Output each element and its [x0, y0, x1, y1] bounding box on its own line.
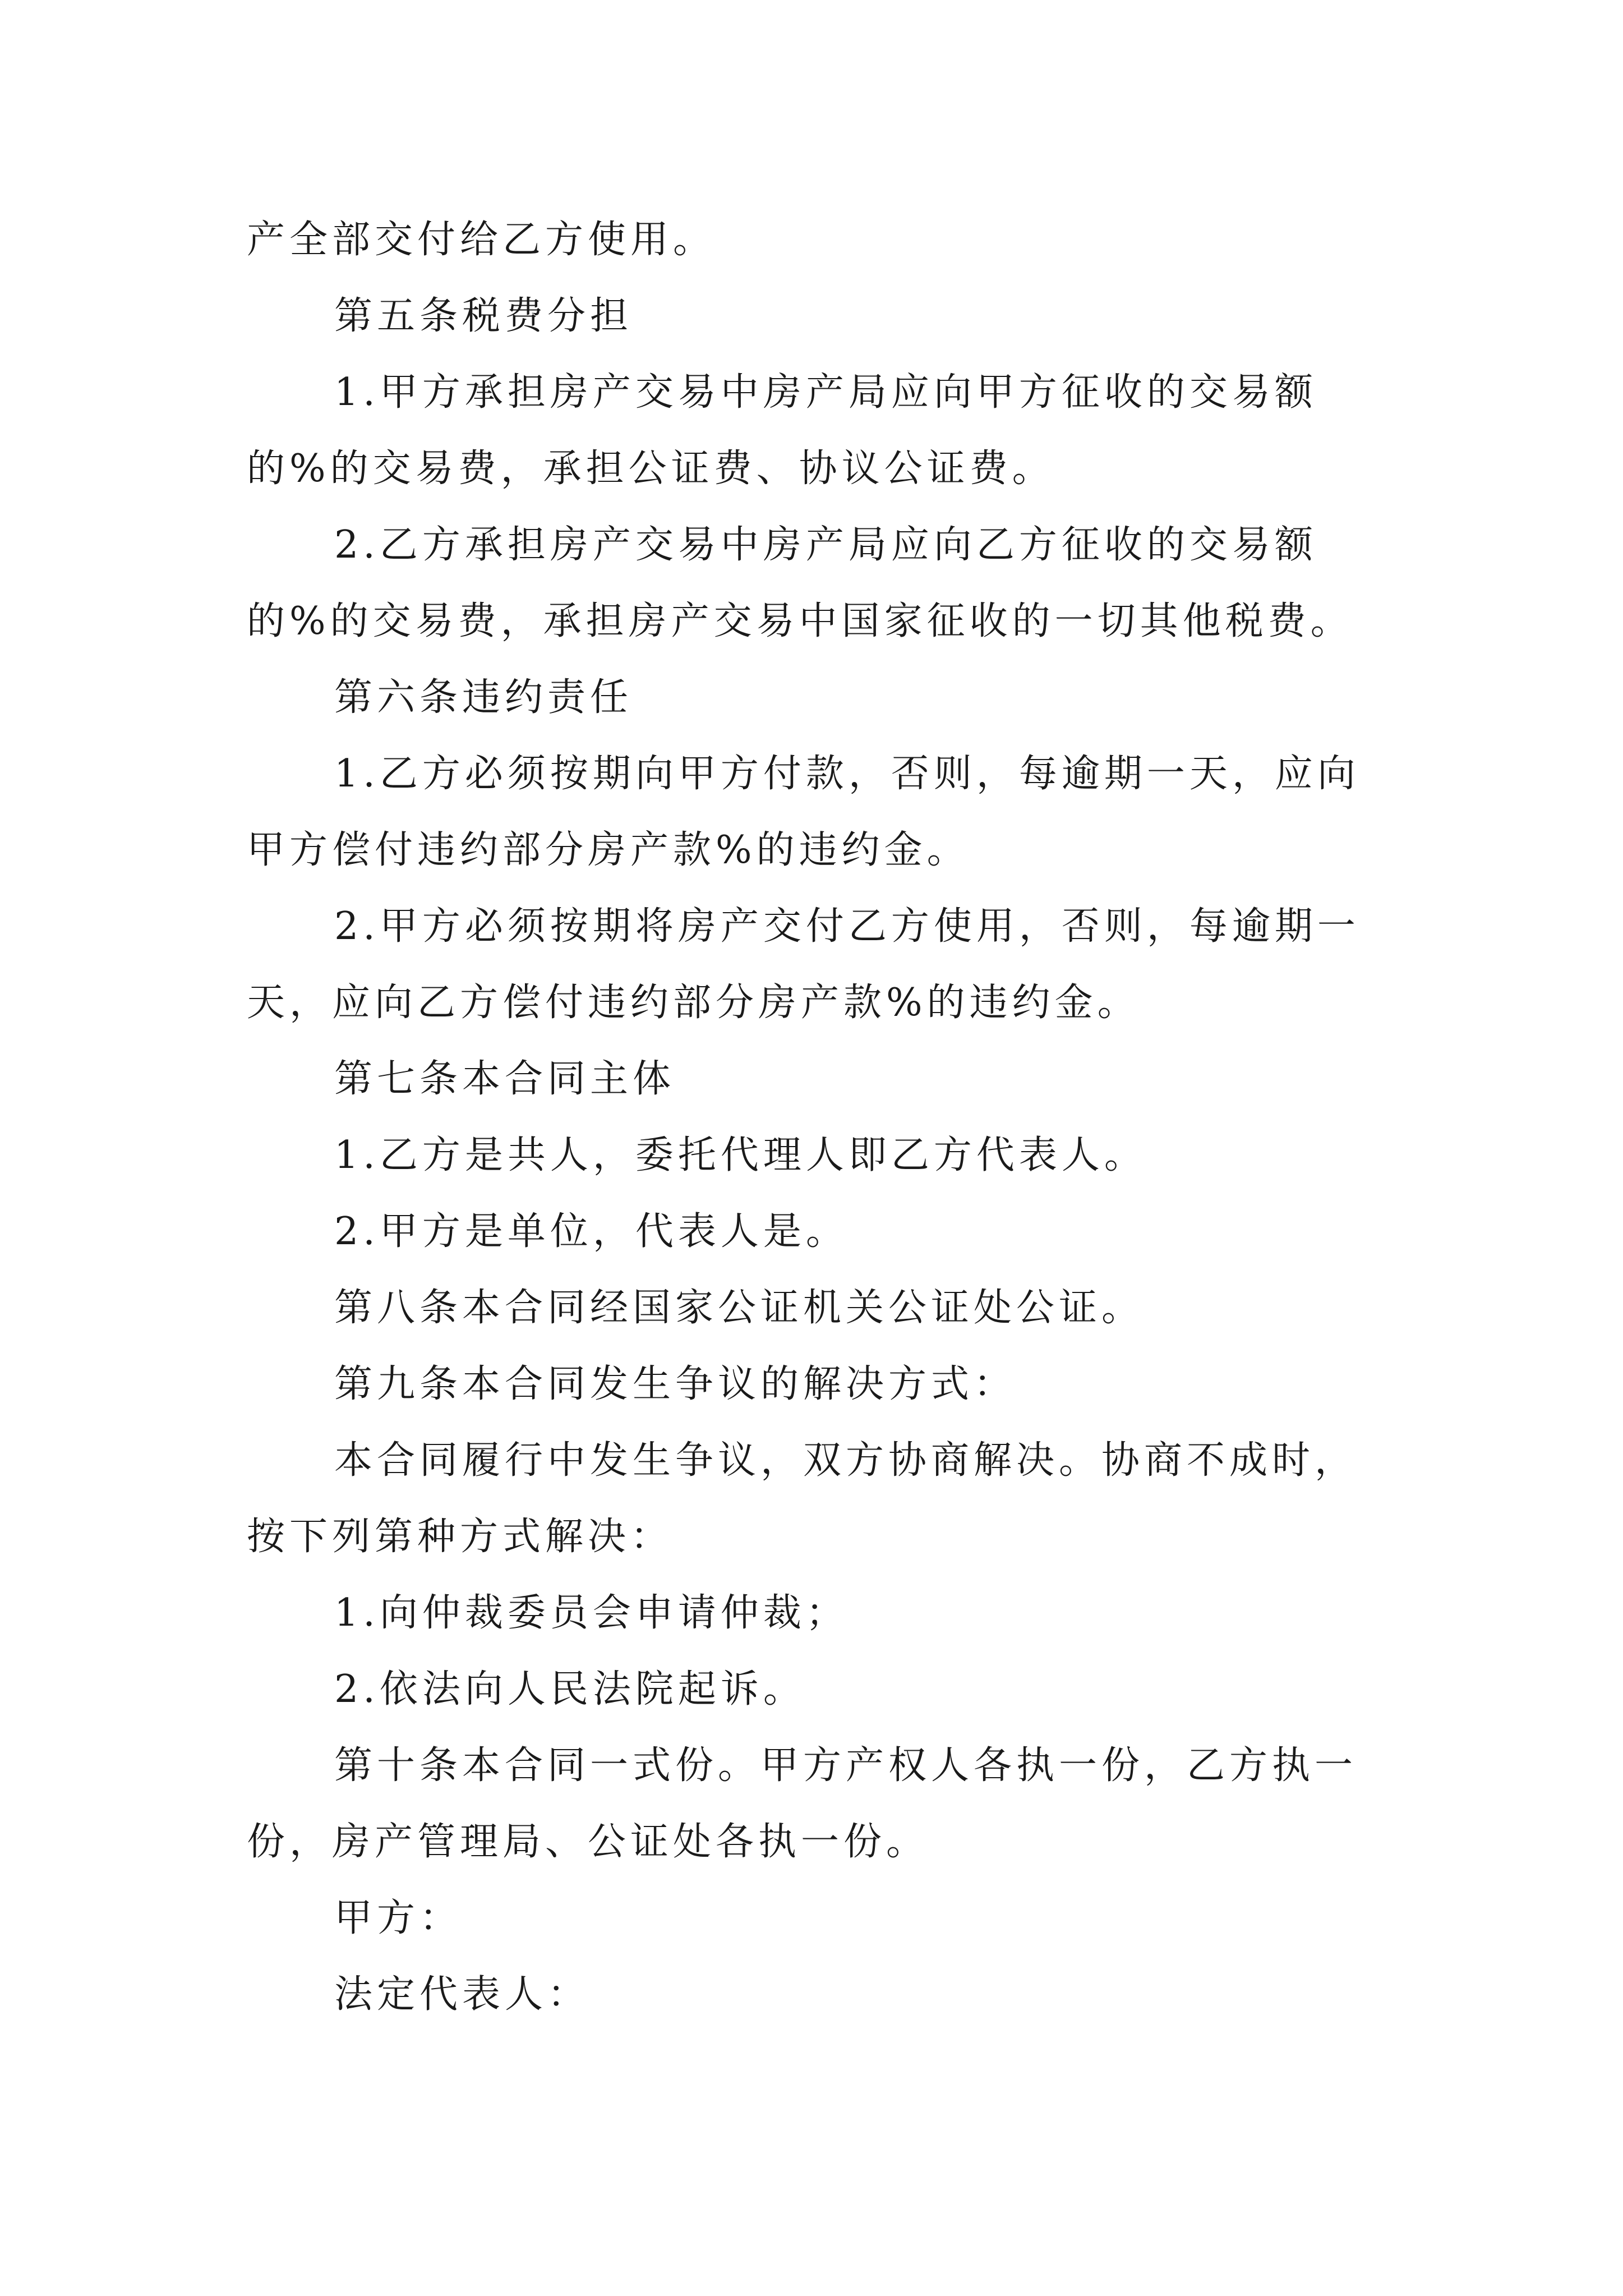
- article-6-heading: 第六条违约责任: [334, 675, 633, 720]
- article-6-clause-1: 1.乙方必须按期向甲方付款，否则，每逾期一天，应向甲方偿付违约部分房产款%的违约金。: [247, 752, 1360, 872]
- article-7-heading: 第七条本合同主体: [334, 1057, 676, 1101]
- article-10: 第十条本合同一式份。甲方产权人各执一份，乙方执一份，房产管理局、公证处各执一份。: [247, 1743, 1358, 1864]
- article-5-clause-2: 2.乙方承担房产交易中房产局应向乙方征收的交易额的%的交易费，承担房产交易中国家征收的一切其他税费。: [247, 523, 1353, 643]
- article-5-clause-1: 1.甲方承担房产交易中房产局应向甲方征收的交易额的%的交易费，承担公证费、协议公证费。: [247, 370, 1317, 491]
- paragraph-continuation: 产全部交付给乙方使用。: [247, 218, 716, 262]
- article-7-clause-1: 1.乙方是共人，委托代理人即乙方代表人。: [334, 1133, 1147, 1177]
- article-8: 第八条本合同经国家公证机关公证处公证。: [334, 1286, 1145, 1330]
- article-5-heading: 第五条税费分担: [334, 294, 633, 338]
- article-9-heading: 第九条本合同发生争议的解决方式：: [334, 1362, 1017, 1406]
- party-a-label: 甲方：: [334, 1896, 463, 1940]
- legal-representative-label: 法定代表人：: [334, 1972, 591, 2017]
- article-9-body: 本合同履行中发生争议，双方协商解决。协商不成时，按下列第种方式解决：: [247, 1438, 1358, 1559]
- article-9-option-1: 1.向仲裁委员会申请仲裁；: [334, 1591, 849, 1635]
- article-7-clause-2: 2.甲方是单位，代表人是。: [334, 1209, 849, 1254]
- document-body: [247, 202, 1391, 2033]
- article-9-option-2: 2.依法向人民法院起诉。: [334, 1667, 806, 1711]
- article-6-clause-2: 2.甲方必须按期将房产交付乙方使用，否则，每逾期一天，应向乙方偿付违约部分房产款%的违约金。: [247, 904, 1360, 1025]
